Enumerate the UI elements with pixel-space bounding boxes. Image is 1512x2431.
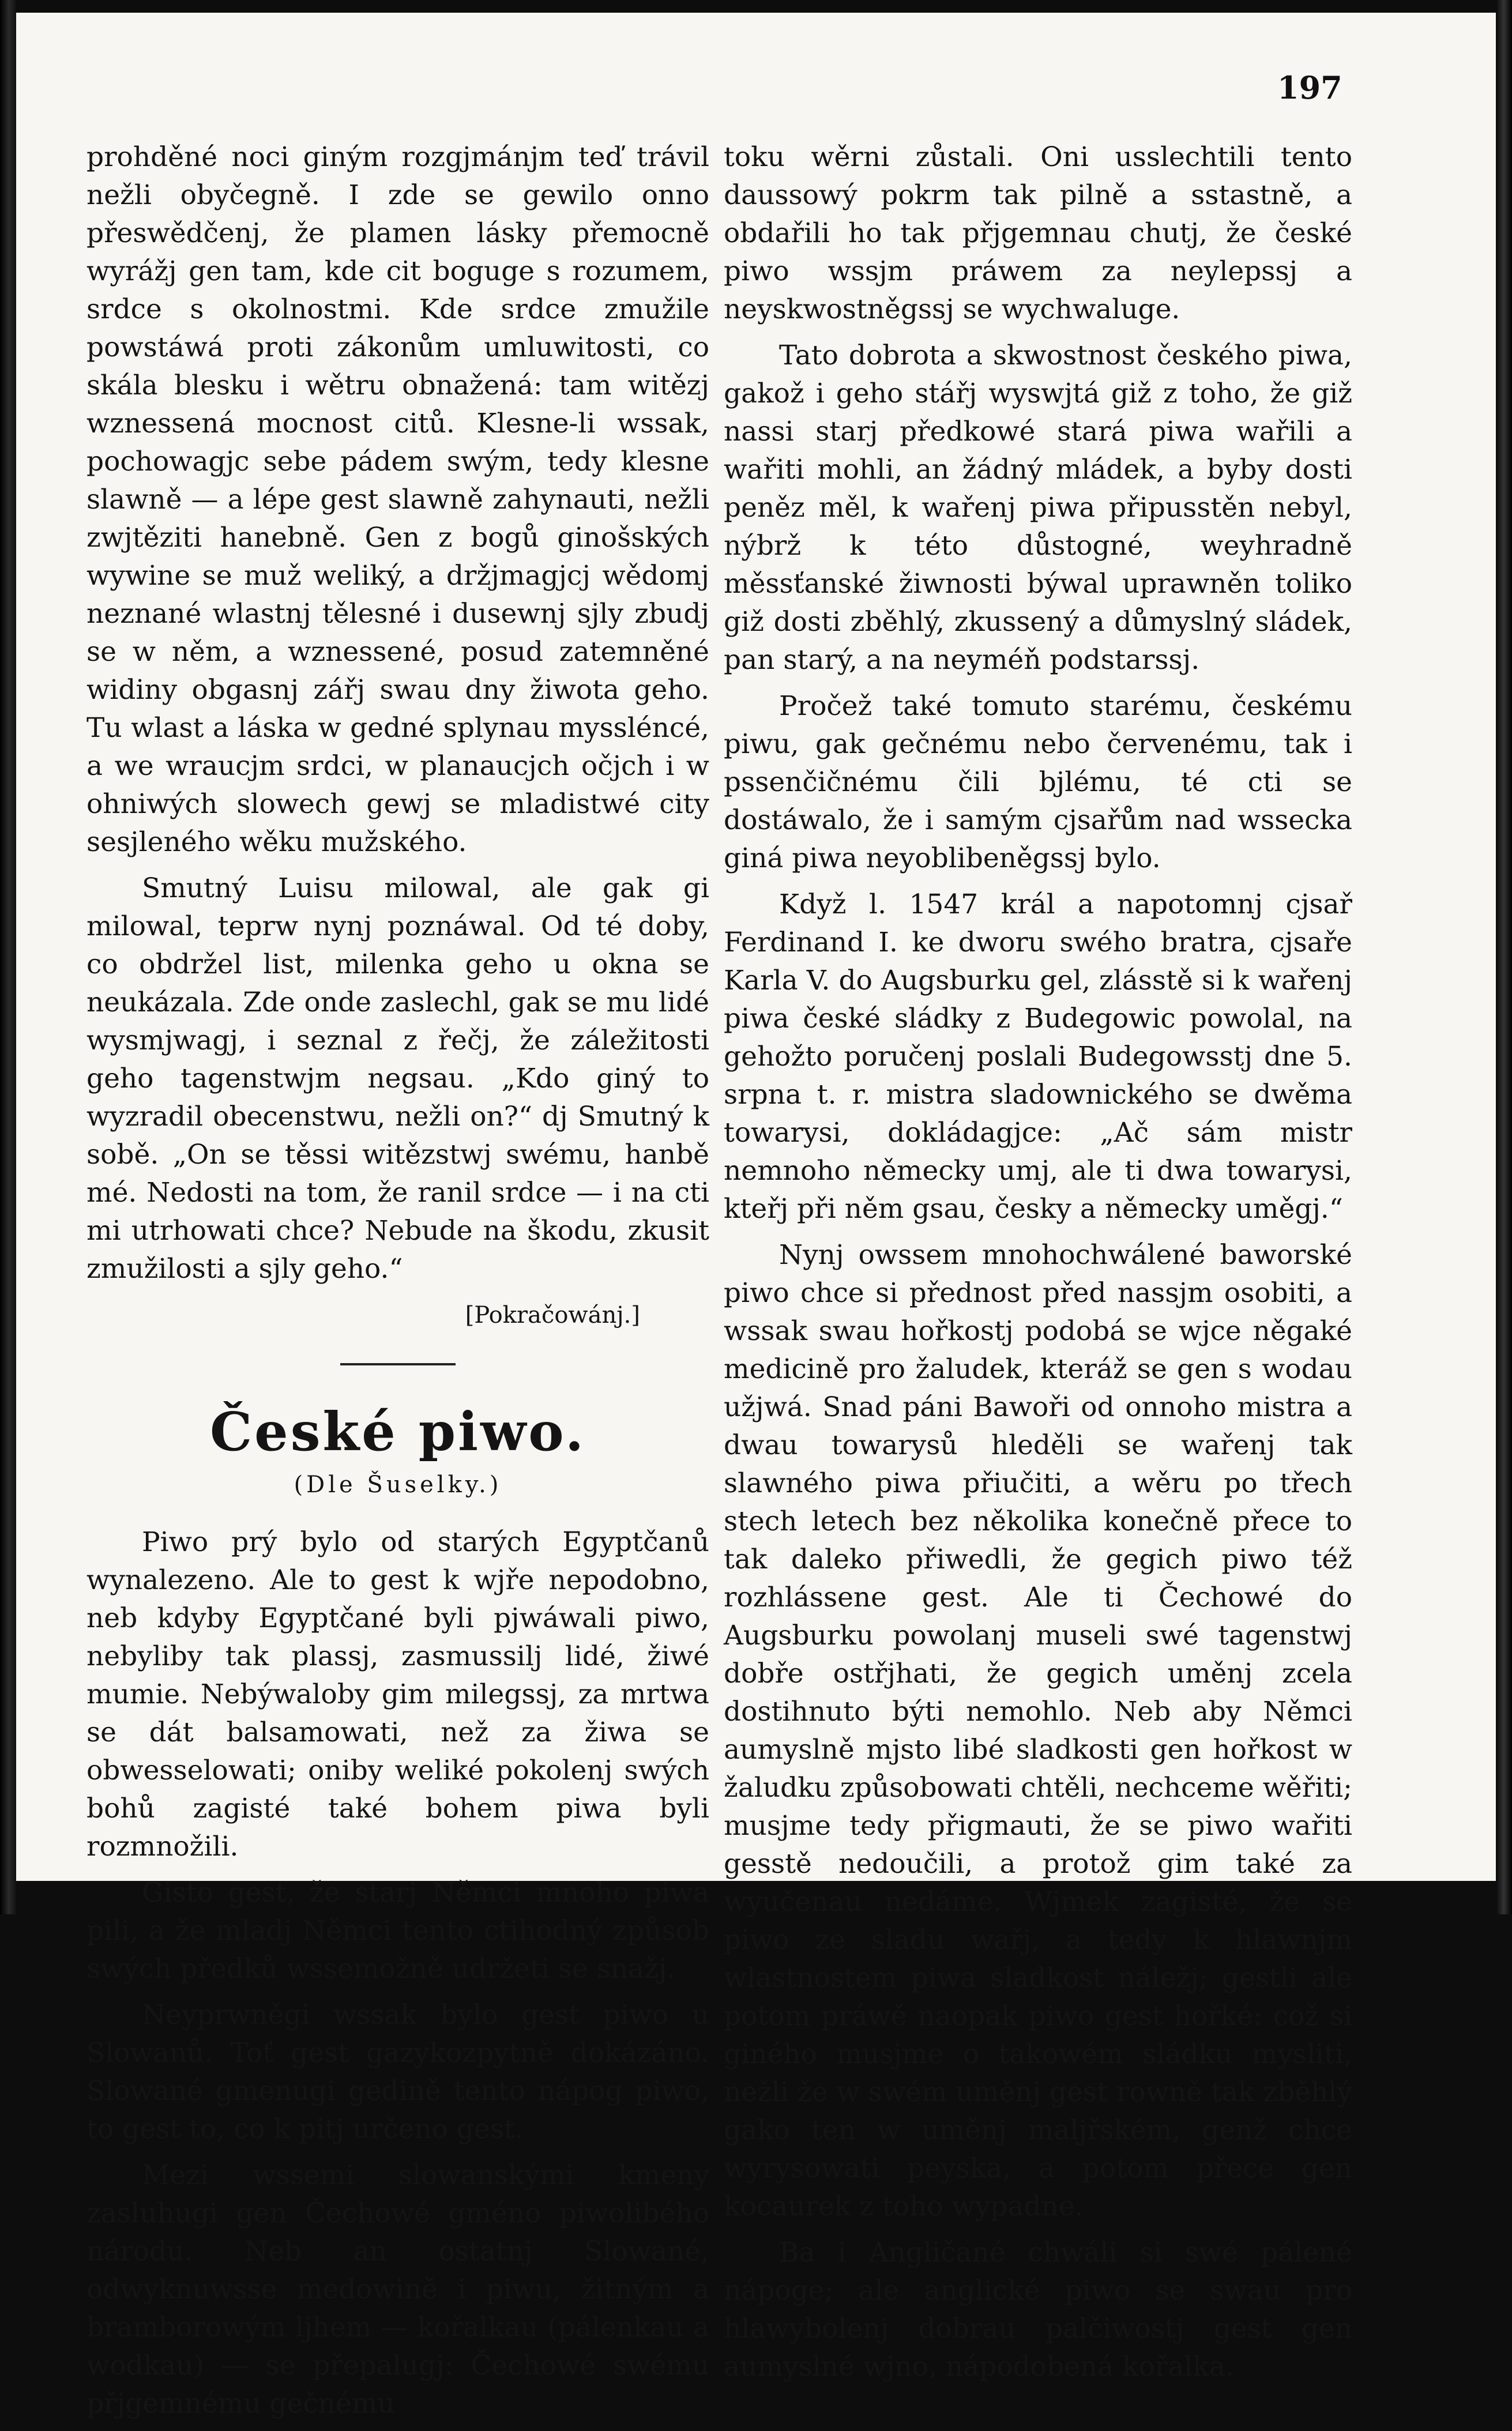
article-subtitle: (Dle Šuselky.) <box>294 1472 502 1498</box>
page-number: 197 <box>1277 69 1342 106</box>
paragraph-continued: toku wěrni zůstali. Oni usslechtili tento daussowý pokrm tak pilně a sstastně, a obdařili ho tak přjgemnau chutj, že české piwo wssjm práwem za neylepssj a neyskwostněgssj se wychwaluge. <box>724 141 1352 325</box>
paragraph-quality: Tato dobrota a skwostnost českého piwa, gakož i geho stářj wyswjtá giž z toho, že giž nassi starj předkowé stará piwa wařili a wařiti mohli, an žádný mládek, a byby dosti peněz měl, k wařenj piwa připusstěn nebyl, nýbrž k této důstogné, weyhradně měssťanské žiwnosti býwal uprawněn toliko giž dosti zběhlý, zkussený a důmyslný sládek, pan starý, a na neyméň podstarssj. <box>724 340 1352 676</box>
scan-left-edge <box>0 0 16 1914</box>
scan-right-edge <box>1496 0 1512 1914</box>
paragraph-czechs: Mezi wssemi slowanskými kmeny zasluhugi gen Čechowé gméno piwolibého národu. Neb an ostatnj Slowané, odwyknuwsse medowině i piwu, žitným a bramborowým ljhem — kořalkau (pálenkau a wodkau) — se přepalugj: Čechowé swému přjgemnému gečnému <box>86 2159 709 2419</box>
paragraph-germans: Gisto gest, že starj Němci mnoho piwa pili, a že mladj Němci tento ctihodný způsob swých předků wssemožně udržeti se snažj. <box>86 1877 709 1985</box>
paragraph-story-end: prohděné noci giným rozgjmánjm teď trávil nežli obyčegně. I zde se gewilo onno přeswědčenj, že plamen lásky přemocně wyrážj gen tam, kde cit boguge s rozumem, srdce s okolnostmi. Kde srdce zmužile powstáwá proti zákonům umluwitosti, co skála blesku i wětru obnažená: tam witězj wznessená mocnost citů. Klesne-li wssak, pochowagjc sebe pádem swým, tedy klesne slawně — a lépe gest slawně zahynauti, nežli zwjtěziti hanebně. Gen z bogů ginošských wywine se muž weliký, a držjmagjcj wědomj neznané wlastnj tělesné i dusewnj sjly zbudj se w něm, a wznessené, posud zatemněné widiny obgasnj zářj swau dny žiwota geho. Tu wlast a láska w gedné splynau myssléncé, a we wraucjm srdci, w planaucjch očjch i w ohniwých slowech gewj se mladistwé city sesjleného wěku mužského. <box>86 141 709 858</box>
right-column <box>724 138 1352 2394</box>
paragraph-emperors: Pročež také tomuto starému, českému piwu, gak gečnému nebo červenému, tak i pssenčičnému čili bjlému, té cti se dostáwalo, že i samým cjsařům nad wsseckа giná piwa neyoblibeněgssj bylo. <box>724 690 1352 874</box>
paragraph-smutny: Smutný Luisu milowal, ale gak gi milowal, teprw nynj poznáwal. Od té doby, co obdržel list, milenka geho u okna se neukázala. Zde onde zaslechl, gak se mu lidé wysmjwagj, i seznal z řečj, že záležitosti geho tagenstwjm negsau. „Kdo giný to wyzradil obecenstwu, nežli on?“ dj Smutný k sobě. „On se těssi witězstwj swému, hanbě mé. Nedosti na tom, že ranil srdce — i na cti mi utrhowati chce? Nebude na škodu, zkusit zmužilosti a sjly geho.“ <box>86 872 709 1285</box>
paragraph-bavarian-beer: Nynj owssem mnohochwálené baworské piwo chce si přednost před nassjm osobiti, a wssak swau hořkostj podobá se wjce něgaké medicině pro žaludek, kteráž se gen s wodau užjwá. Snad páni Bawoři od onnoho mistra a dwau towarysů hleděli se wařenj tak slawného piwa přiučiti, a wěru po třech stech letech bez několika konečně přece to tak daleko přiwedli, že gegich piwo též rozhlássene gest. Ale ti Čechowé do Augsburku powolanj museli swé tagenstwj dobře ostřjhati, že gegich uměnj zcela dostihnuto býti nemohlo. Neb aby Němci aumyslně mjsto libé sladkosti gen hořkost w žaludku způsobowati chtěli, nechceme wěřiti; musjme tedy přigmauti, že se piwo wařiti gesstě nedoučili, a protož gim také za wyučenau nedáme. Wjmek zagisté, že se piwo ze sladu wařj, a tedy k hlawnjm wlastnostem piwa sladkost náležj; gestli ale potom práwě naopak piwo gest hořké: což si giného musjme o takowém sládku mysliti, nežli že w swém uměnj gest rowně tak zběhlý gako ten w uměnj maljřském, genž chce wyrysowati peyska, a potom přece gen kocaurek z toho wypadne. <box>724 1239 1352 2222</box>
paragraph-slavs: Neyprwněgi wssak bylo gest piwo u Slowanů. Toť gest gazykozpytně dokázáno. Slowané gmenugi gedině tento nápog piwo, to gest to, co k pitj určeno gest. <box>86 1999 709 2145</box>
article-title: České piwo. <box>209 1401 586 1463</box>
left-column <box>86 138 709 2431</box>
paragraph-egypt: Piwo prý bylo od starých Egyptčanů wynalezeno. Ale to gest k wjře nepodobno, neb kdyby Egyptčané byli pjwáwali piwo, nebyliby tak plassj, zasmussilj lidé, žiwé mumie. Nebýwaloby gim milegssj, za mrtwa se dát balsamowati, než za žiwa se obwesselowati; oniby weliké pokolenj swých bohů zagisté také bohem piwa byli rozmnožili. <box>86 1526 709 1862</box>
paragraph-english: Ba i Angličané chwáli si swé pálené nápoge; ale anglické piwo se swau pro hlawybolenj dobrau palčiwostj gest gen aumyslné wjno, nápodobená kořalka. <box>724 2237 1352 2383</box>
paragraph-ferdinand: Když l. 1547 král a napotomnj cjsař Ferdinand I. ke dworu swého bratra, cjsaře Karla V. do Augsburku gel, zlásstě si k wařenj piwa české sládky z Budegowic powolal, na gehožto poručenj poslali Budegowsstj dne 5. srpna t. r. mistra sladownického se dwěma towarysi, dokládagjce: „Ač sám mistr nemnoho německy umj, ale ti dwa towarysi, kteřj při něm gsau, česky a německy uměgj.“ <box>724 889 1352 1225</box>
section-divider <box>340 1363 456 1365</box>
continuation-note: [Pokračowánj.] <box>465 1302 640 1329</box>
